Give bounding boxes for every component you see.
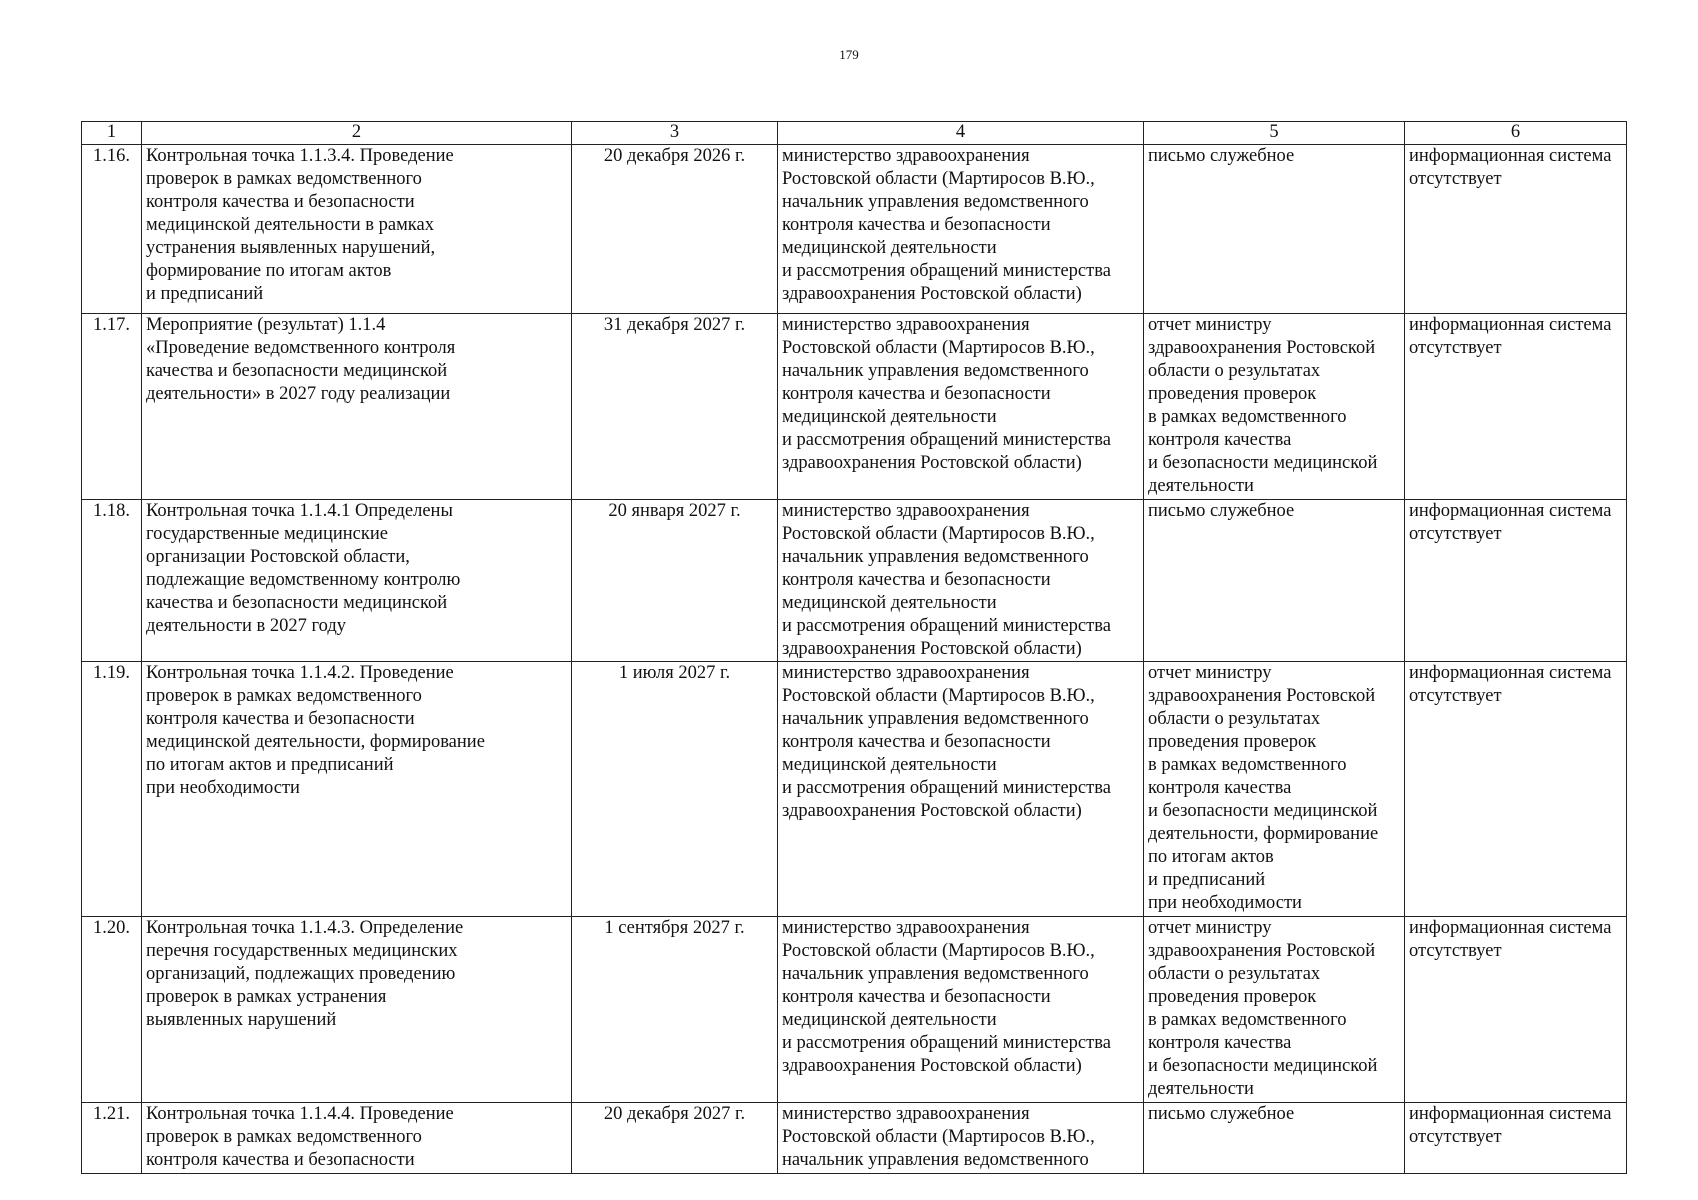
row-name: Контрольная точка 1.1.4.2. Проведение проверок в рамках ведомственного контроля качества и безопасности медицинской деятельности, формирование по итогам актов и предписаний при необходимости bbox=[142, 662, 572, 917]
row-system: информационная система отсутствует bbox=[1405, 314, 1627, 500]
header-col-5: 5 bbox=[1144, 122, 1405, 145]
row-document: отчет министру здравоохранения Ростовской области о результатах проведения проверок в рамках ведомственного контроля качества и безопасности медицинской деятельности bbox=[1144, 314, 1405, 500]
row-responsible: министерство здравоохранения Ростовской области (Мартиросов В.Ю., начальник управления ведомственного контроля качества и безопасности медицинской деятельности и рассмотрения обращений министерства здравоохранения Ростовской области) bbox=[778, 662, 1144, 917]
row-system: информационная система отсутствует bbox=[1405, 145, 1627, 314]
row-name: Контрольная точка 1.1.4.4. Проведение проверок в рамках ведомственного контроля качества и безопасности bbox=[142, 1103, 572, 1174]
row-number: 1.18. bbox=[82, 500, 142, 662]
row-system: информационная система отсутствует bbox=[1405, 662, 1627, 917]
table-row bbox=[82, 662, 1627, 917]
row-document: письмо служебное bbox=[1144, 500, 1405, 662]
page-number: 179 bbox=[839, 47, 859, 62]
row-date: 31 декабря 2027 г. bbox=[572, 314, 778, 500]
row-name: Контрольная точка 1.1.3.4. Проведение проверок в рамках ведомственного контроля качества и безопасности медицинской деятельности в рамках устранения выявленных нарушений, формирование по итогам актов и предписаний bbox=[142, 145, 572, 314]
row-responsible: министерство здравоохранения Ростовской области (Мартиросов В.Ю., начальник управления ведомственного bbox=[778, 1103, 1144, 1174]
row-responsible: министерство здравоохранения Ростовской области (Мартиросов В.Ю., начальник управления ведомственного контроля качества и безопасности медицинской деятельности и рассмотрения обращений министерства здравоохранения Ростовской области) bbox=[778, 500, 1144, 662]
header-col-6: 6 bbox=[1405, 122, 1627, 145]
row-date: 20 января 2027 г. bbox=[572, 500, 778, 662]
table-row bbox=[82, 500, 1627, 662]
header-col-2: 2 bbox=[142, 122, 572, 145]
header-col-1: 1 bbox=[82, 122, 142, 145]
row-date: 20 декабря 2026 г. bbox=[572, 145, 778, 314]
row-number: 1.17. bbox=[82, 314, 142, 500]
row-date: 1 июля 2027 г. bbox=[572, 662, 778, 917]
row-name: Мероприятие (результат) 1.1.4 «Проведение ведомственного контроля качества и безопасности медицинской деятельности» в 2027 году реализации bbox=[142, 314, 572, 500]
row-system: информационная система отсутствует bbox=[1405, 1103, 1627, 1174]
table-row bbox=[82, 314, 1627, 500]
header-col-3: 3 bbox=[572, 122, 778, 145]
table-row bbox=[82, 145, 1627, 314]
row-date: 1 сентября 2027 г. bbox=[572, 917, 778, 1103]
table-row bbox=[82, 917, 1627, 1103]
row-number: 1.20. bbox=[82, 917, 142, 1103]
row-date: 20 декабря 2027 г. bbox=[572, 1103, 778, 1174]
row-responsible: министерство здравоохранения Ростовской области (Мартиросов В.Ю., начальник управления ведомственного контроля качества и безопасности медицинской деятельности и рассмотрения обращений министерства здравоохранения Ростовской области) bbox=[778, 314, 1144, 500]
row-document: письмо служебное bbox=[1144, 145, 1405, 314]
row-name: Контрольная точка 1.1.4.1 Определены государственные медицинские организации Ростовской области, подлежащие ведомственному контролю качества и безопасности медицинской деятельности в 2027 году bbox=[142, 500, 572, 662]
header-col-4: 4 bbox=[778, 122, 1144, 145]
row-number: 1.19. bbox=[82, 662, 142, 917]
row-system: информационная система отсутствует bbox=[1405, 500, 1627, 662]
row-number: 1.21. bbox=[82, 1103, 142, 1174]
control-points-table bbox=[81, 121, 1627, 1174]
row-document: письмо служебное bbox=[1144, 1103, 1405, 1174]
row-document: отчет министру здравоохранения Ростовской области о результатах проведения проверок в рамках ведомственного контроля качества и безопасности медицинской деятельности bbox=[1144, 917, 1405, 1103]
row-number: 1.16. bbox=[82, 145, 142, 314]
header-row bbox=[82, 122, 1627, 145]
row-system: информационная система отсутствует bbox=[1405, 917, 1627, 1103]
table-row bbox=[82, 1103, 1627, 1174]
row-responsible: министерство здравоохранения Ростовской области (Мартиросов В.Ю., начальник управления ведомственного контроля качества и безопасности медицинской деятельности и рассмотрения обращений министерства здравоохранения Ростовской области) bbox=[778, 145, 1144, 314]
row-name: Контрольная точка 1.1.4.3. Определение перечня государственных медицинских организаций, подлежащих проведению проверок в рамках устранения выявленных нарушений bbox=[142, 917, 572, 1103]
row-responsible: министерство здравоохранения Ростовской области (Мартиросов В.Ю., начальник управления ведомственного контроля качества и безопасности медицинской деятельности и рассмотрения обращений министерства здравоохранения Ростовской области) bbox=[778, 917, 1144, 1103]
row-document: отчет министру здравоохранения Ростовской области о результатах проведения проверок в рамках ведомственного контроля качества и безопасности медицинской деятельности, формирование по итогам актов и предписаний при необходимости bbox=[1144, 662, 1405, 917]
